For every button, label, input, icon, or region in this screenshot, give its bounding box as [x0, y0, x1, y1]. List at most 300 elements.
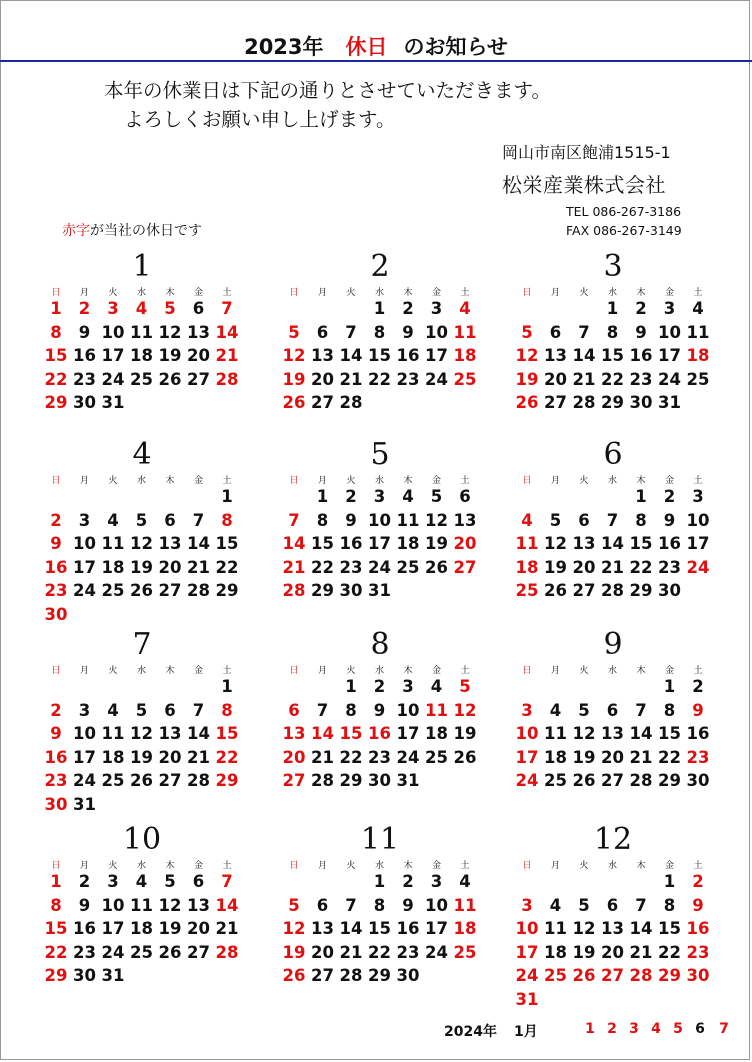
calendar-day: 29 — [629, 581, 653, 600]
calendar-day: 19 — [572, 747, 596, 767]
weekday-header: 火 — [579, 861, 589, 871]
weekday-header: 日 — [289, 666, 299, 676]
weekday-header: 火 — [579, 476, 589, 486]
calendar-day: 10 — [686, 510, 710, 530]
calendar-day: 6 — [288, 700, 300, 720]
calendar-day: 16 — [629, 346, 653, 365]
weekday-header: 日 — [522, 861, 532, 871]
month-title: 12 — [593, 822, 633, 857]
calendar-day: 14 — [215, 895, 239, 915]
calendar-day: 12 — [453, 700, 477, 720]
calendar-day: 26 — [158, 369, 182, 389]
calendar-day: 21 — [601, 557, 624, 577]
calendar-day: 21 — [311, 747, 334, 767]
month-title: 8 — [370, 627, 390, 662]
notice-line-1: 本年の休業日は下記の通りとさせていただきます。 — [104, 79, 551, 102]
calendar-day: 1 — [663, 872, 676, 891]
weekday-header: 木 — [403, 861, 413, 871]
calendar-day: 1 — [606, 299, 619, 318]
calendar-day: 18 — [130, 346, 153, 365]
calendar-day: 13 — [544, 346, 567, 365]
weekday-header: 土 — [222, 288, 232, 298]
calendar-day: 12 — [572, 919, 596, 938]
calendar-day: 19 — [158, 919, 182, 938]
calendar-day: 14 — [572, 346, 596, 365]
calendar-day: 10 — [368, 510, 391, 530]
weekday-header: 月 — [550, 666, 560, 676]
month-title: 4 — [132, 437, 152, 472]
calendar-day: 20 — [601, 942, 624, 962]
calendar-day: 21 — [187, 557, 210, 577]
calendar-day: 22 — [44, 942, 68, 962]
calendar-day: 16 — [658, 534, 681, 553]
calendar-day: 14 — [187, 534, 210, 553]
weekday-header: 金 — [664, 476, 674, 486]
calendar-day: 25 — [515, 581, 539, 600]
calendar-day: 8 — [663, 700, 676, 720]
holiday-legend — [62, 220, 202, 240]
month-title: 5 — [370, 437, 390, 472]
calendar-day: 9 — [692, 700, 704, 720]
calendar-day: 18 — [130, 919, 153, 938]
calendar-day: 12 — [130, 724, 153, 743]
title-rest: のお知らせ — [403, 35, 508, 59]
weekday-header: 水 — [136, 476, 146, 486]
calendar-day: 7 — [288, 510, 300, 530]
calendar-day: 12 — [515, 346, 539, 365]
calendar-day: 25 — [101, 581, 125, 600]
calendar-day: 3 — [430, 299, 443, 318]
weekday-header: 火 — [108, 861, 118, 871]
calendar-day: 29 — [215, 581, 239, 600]
calendar-day: 20 — [158, 747, 182, 767]
calendar-day: 26 — [453, 747, 477, 767]
calendar-day: 2 — [402, 872, 414, 891]
calendar-day: 22 — [368, 942, 391, 962]
calendar-day: 26 — [572, 966, 596, 985]
calendar-day: 5 — [288, 895, 300, 915]
calendar-day: 25 — [453, 942, 477, 962]
calendar-day: 7 — [606, 510, 619, 530]
calendar-day: 24 — [101, 942, 125, 962]
weekday-header: 月 — [317, 666, 327, 676]
next-year-day: 1 — [585, 1021, 595, 1037]
calendar-day: 15 — [601, 346, 624, 365]
calendar-day: 8 — [345, 700, 357, 720]
weekday-header: 木 — [165, 666, 175, 676]
calendar-day: 13 — [158, 534, 182, 553]
calendar-day: 19 — [158, 346, 182, 365]
calendar-day: 22 — [215, 747, 239, 767]
next-year-day: 5 — [673, 1021, 683, 1037]
calendar-day: 11 — [101, 534, 125, 553]
calendar-day: 1 — [663, 677, 676, 696]
calendar-day: 27 — [282, 771, 306, 790]
calendar-day: 30 — [658, 581, 681, 600]
calendar-day: 1 — [345, 677, 357, 696]
calendar-day: 1 — [373, 872, 386, 891]
weekday-header: 日 — [522, 476, 532, 486]
calendar-day: 26 — [130, 771, 153, 790]
calendar-day: 19 — [425, 534, 448, 553]
calendar-day: 16 — [339, 534, 363, 553]
calendar-day: 30 — [44, 604, 68, 624]
calendar-day: 11 — [453, 322, 477, 342]
month-title: 6 — [603, 437, 623, 472]
calendar-day: 15 — [44, 346, 68, 365]
calendar-day: 14 — [187, 724, 210, 743]
calendar-day: 24 — [515, 771, 539, 790]
calendar-day: 13 — [601, 919, 624, 938]
calendar-day: 7 — [192, 510, 205, 530]
calendar-day: 23 — [396, 369, 420, 389]
weekday-header: 金 — [431, 861, 441, 871]
calendar-day: 3 — [107, 299, 119, 318]
calendar-day: 8 — [50, 895, 62, 915]
calendar-day: 5 — [135, 700, 148, 720]
weekday-header: 火 — [579, 666, 589, 676]
calendar-day: 13 — [572, 534, 596, 553]
weekday-header: 木 — [636, 666, 646, 676]
weekday-header: 木 — [165, 476, 175, 486]
calendar-day: 29 — [44, 966, 68, 985]
weekday-header: 日 — [522, 288, 532, 298]
calendar-day: 30 — [368, 771, 391, 790]
weekday-header: 日 — [289, 476, 299, 486]
calendar-day: 5 — [135, 510, 148, 530]
weekday-header: 土 — [460, 476, 470, 486]
calendar-day: 24 — [425, 369, 448, 389]
calendar-day: 25 — [130, 942, 153, 962]
calendar-day: 4 — [459, 299, 471, 318]
calendar-day: 1 — [635, 487, 647, 506]
calendar-day: 4 — [402, 487, 414, 506]
calendar-day: 3 — [78, 700, 91, 720]
calendar-day: 16 — [73, 919, 96, 938]
calendar-day: 3 — [402, 677, 414, 696]
calendar-day: 31 — [101, 393, 125, 412]
calendar-day: 10 — [396, 700, 420, 720]
calendar-day: 4 — [459, 872, 471, 891]
calendar-day: 3 — [663, 299, 676, 318]
weekday-header: 火 — [346, 861, 356, 871]
calendar-day: 3 — [107, 872, 119, 891]
calendar-day: 11 — [544, 919, 567, 938]
calendar-day: 12 — [158, 322, 182, 342]
weekday-header: 金 — [664, 666, 674, 676]
calendar-day: 9 — [78, 895, 91, 915]
calendar-day: 10 — [73, 534, 96, 553]
calendar-day: 28 — [282, 581, 306, 600]
calendar-day: 11 — [101, 724, 125, 743]
calendar-day: 3 — [521, 700, 533, 720]
calendar-day: 24 — [73, 581, 96, 600]
calendar-day: 15 — [339, 724, 363, 743]
calendar-day: 14 — [339, 919, 363, 938]
calendar-day: 8 — [50, 322, 62, 342]
calendar-day: 4 — [549, 895, 562, 915]
calendar-day: 23 — [658, 557, 681, 577]
weekday-header: 土 — [693, 476, 703, 486]
calendar-day: 17 — [73, 747, 96, 767]
calendar-day: 14 — [311, 724, 334, 743]
calendar-day: 21 — [572, 369, 596, 389]
calendar-day: 10 — [425, 322, 448, 342]
calendar-day: 13 — [453, 510, 477, 530]
calendar-day: 6 — [549, 322, 562, 342]
calendar-day: 13 — [601, 724, 624, 743]
calendar-day: 9 — [50, 534, 62, 553]
calendar-day: 22 — [339, 747, 363, 767]
calendar-day: 5 — [164, 872, 176, 891]
calendar-day: 27 — [311, 966, 334, 985]
calendar-day: 3 — [78, 510, 91, 530]
weekday-header: 日 — [289, 288, 299, 298]
calendar-day: 22 — [601, 369, 624, 389]
calendar-day: 4 — [549, 700, 562, 720]
calendar-day: 9 — [635, 322, 647, 342]
calendar-day: 22 — [368, 369, 391, 389]
calendar-day: 16 — [73, 346, 96, 365]
calendar-day: 7 — [316, 700, 329, 720]
company-address: 岡山市南区飽浦1515-1 — [502, 143, 671, 162]
weekday-header: 金 — [193, 861, 203, 871]
calendar-day: 29 — [215, 771, 239, 790]
weekday-header: 金 — [431, 666, 441, 676]
calendar-day: 19 — [130, 557, 153, 577]
calendar-day: 21 — [629, 942, 653, 962]
calendar-day: 23 — [629, 369, 653, 389]
calendar-day: 21 — [215, 346, 239, 365]
calendar-day: 6 — [316, 895, 329, 915]
calendar-day: 10 — [101, 895, 125, 915]
weekday-header: 土 — [460, 666, 470, 676]
calendar-day: 6 — [164, 510, 176, 530]
calendar-day: 22 — [629, 557, 653, 577]
calendar-day: 17 — [368, 534, 391, 553]
weekday-header: 木 — [403, 288, 413, 298]
calendar-day: 4 — [135, 872, 148, 891]
weekday-header: 火 — [346, 288, 356, 298]
calendar-day: 18 — [396, 534, 420, 553]
calendar-day: 26 — [158, 942, 182, 962]
calendar-day: 2 — [78, 299, 91, 318]
calendar-day: 27 — [601, 966, 624, 985]
calendar-day: 13 — [311, 346, 334, 365]
weekday-header: 木 — [403, 476, 413, 486]
calendar-day: 16 — [396, 346, 420, 365]
weekday-header: 水 — [607, 861, 617, 871]
weekday-header: 水 — [374, 288, 384, 298]
calendar-day: 23 — [44, 771, 68, 790]
calendar-day: 1 — [50, 299, 62, 318]
company-fax: FAX 086-267-3149 — [566, 223, 682, 238]
calendar-day: 8 — [635, 510, 647, 530]
weekday-header: 日 — [289, 861, 299, 871]
calendar-day: 20 — [544, 369, 567, 389]
calendar-day: 10 — [101, 322, 125, 342]
month-title: 10 — [122, 822, 162, 857]
next-year-day: 6 — [695, 1021, 705, 1037]
calendar-day: 18 — [101, 747, 125, 767]
calendar-day: 3 — [430, 872, 443, 891]
next-month-label: 1月 — [514, 1024, 538, 1040]
calendar-day: 29 — [44, 393, 68, 412]
calendar-day: 11 — [130, 322, 153, 342]
notice-line-2: よろしくお願い申し上げます。 — [124, 108, 396, 131]
weekday-header: 木 — [636, 476, 646, 486]
calendar-day: 6 — [316, 322, 329, 342]
calendar-day: 22 — [215, 557, 239, 577]
weekday-header: 日 — [51, 288, 61, 298]
calendar-day: 11 — [425, 700, 448, 720]
calendar-day: 15 — [368, 919, 391, 938]
weekday-header: 月 — [550, 476, 560, 486]
weekday-header: 水 — [607, 666, 617, 676]
next-year-day: 4 — [651, 1021, 661, 1037]
calendar-day: 7 — [635, 700, 647, 720]
calendar-day: 5 — [164, 299, 176, 318]
calendar-day: 16 — [686, 919, 710, 938]
calendar-day: 2 — [78, 872, 91, 891]
calendar-day: 18 — [453, 919, 477, 938]
calendar-day: 9 — [78, 322, 91, 342]
weekday-header: 月 — [550, 288, 560, 298]
calendar-day: 25 — [101, 771, 125, 790]
title-underline — [0, 60, 752, 62]
calendar-day: 1 — [221, 677, 233, 696]
calendar-day: 28 — [339, 393, 363, 412]
calendar-day: 21 — [187, 747, 210, 767]
calendar-day: 13 — [187, 322, 210, 342]
calendar-day: 17 — [515, 747, 539, 767]
calendar-day: 18 — [686, 346, 710, 365]
calendar-day: 5 — [549, 510, 562, 530]
legend-text: が当社の休日です — [90, 223, 202, 239]
calendar-day: 24 — [73, 771, 96, 790]
calendar-day: 2 — [692, 872, 704, 891]
calendar-day: 14 — [601, 534, 624, 553]
calendar-day: 7 — [192, 700, 205, 720]
calendar-day: 11 — [686, 322, 710, 342]
calendar-day: 7 — [345, 895, 357, 915]
calendar-day: 12 — [282, 919, 306, 938]
weekday-header: 日 — [51, 666, 61, 676]
calendar-day: 23 — [396, 942, 420, 962]
calendar-day: 6 — [164, 700, 176, 720]
calendar-day: 26 — [425, 557, 448, 577]
calendar-day: 27 — [453, 557, 477, 577]
calendar-day: 8 — [221, 700, 233, 720]
calendar-day: 25 — [544, 966, 567, 985]
weekday-header: 日 — [522, 666, 532, 676]
calendar-day: 21 — [629, 747, 653, 767]
calendar-day: 22 — [44, 369, 68, 389]
calendar-day: 15 — [311, 534, 334, 553]
calendar-day: 15 — [629, 534, 653, 553]
calendar-day: 4 — [135, 299, 148, 318]
calendar-day: 23 — [368, 747, 391, 767]
calendar-day: 1 — [221, 487, 233, 506]
weekday-header: 土 — [693, 861, 703, 871]
month-title: 9 — [603, 627, 623, 662]
calendar-day: 3 — [692, 487, 704, 506]
calendar-day: 13 — [282, 724, 306, 743]
month-title: 7 — [132, 627, 152, 662]
title-holiday: 休日 — [345, 35, 388, 59]
calendar-day: 24 — [425, 942, 448, 962]
calendar-day: 6 — [578, 510, 590, 530]
next-year-day: 2 — [607, 1021, 617, 1037]
weekday-header: 日 — [51, 861, 61, 871]
weekday-header: 金 — [664, 288, 674, 298]
calendar-day: 1 — [316, 487, 329, 506]
calendar-day: 17 — [425, 919, 448, 938]
calendar-day: 28 — [629, 771, 653, 790]
weekday-header: 水 — [136, 288, 146, 298]
company-name: 松栄産業株式会社 — [502, 173, 666, 197]
calendar-day: 28 — [187, 581, 210, 600]
calendar-day: 26 — [544, 581, 567, 600]
calendar-day: 20 — [187, 346, 210, 365]
notice-text — [104, 76, 551, 134]
calendar-day: 19 — [453, 724, 477, 743]
calendar-day: 4 — [107, 700, 119, 720]
calendar-day: 9 — [373, 700, 386, 720]
calendar-day: 25 — [425, 747, 448, 767]
calendar-day: 4 — [521, 510, 533, 530]
next-year-day: 7 — [719, 1021, 729, 1037]
calendar-day: 15 — [215, 724, 239, 743]
calendar-day: 21 — [339, 942, 363, 962]
calendar-day: 14 — [629, 919, 653, 938]
calendar-day: 16 — [368, 724, 391, 743]
calendar-day: 13 — [158, 724, 182, 743]
calendar-day: 18 — [544, 942, 567, 962]
calendar-day: 8 — [663, 895, 676, 915]
calendar-day: 7 — [221, 299, 233, 318]
calendar-day: 29 — [368, 966, 391, 985]
calendar-day: 6 — [606, 700, 619, 720]
page-title — [0, 31, 752, 61]
calendar-day: 27 — [544, 393, 567, 412]
weekday-header: 火 — [108, 288, 118, 298]
weekday-header: 金 — [431, 476, 441, 486]
calendar-day: 8 — [221, 510, 233, 530]
calendar-day: 2 — [50, 700, 62, 720]
calendar-day: 28 — [187, 771, 210, 790]
calendar-day: 30 — [396, 966, 420, 985]
calendar-day: 27 — [187, 369, 210, 389]
calendar-day: 10 — [515, 919, 539, 938]
calendar-day: 23 — [73, 942, 96, 962]
calendar-day: 13 — [311, 919, 334, 938]
weekday-header: 月 — [79, 861, 89, 871]
weekday-header: 土 — [222, 476, 232, 486]
calendar-day: 15 — [658, 724, 681, 743]
calendar-day: 27 — [572, 581, 596, 600]
calendar-day: 27 — [158, 581, 182, 600]
calendar-day: 17 — [101, 346, 125, 365]
calendar-day: 25 — [544, 771, 567, 790]
calendar-day: 25 — [130, 369, 153, 389]
calendar-day: 8 — [373, 322, 386, 342]
weekday-header: 土 — [222, 861, 232, 871]
weekday-header: 月 — [550, 861, 560, 871]
calendar-day: 2 — [692, 677, 704, 696]
calendar-day: 11 — [396, 510, 420, 530]
weekday-header: 金 — [193, 288, 203, 298]
